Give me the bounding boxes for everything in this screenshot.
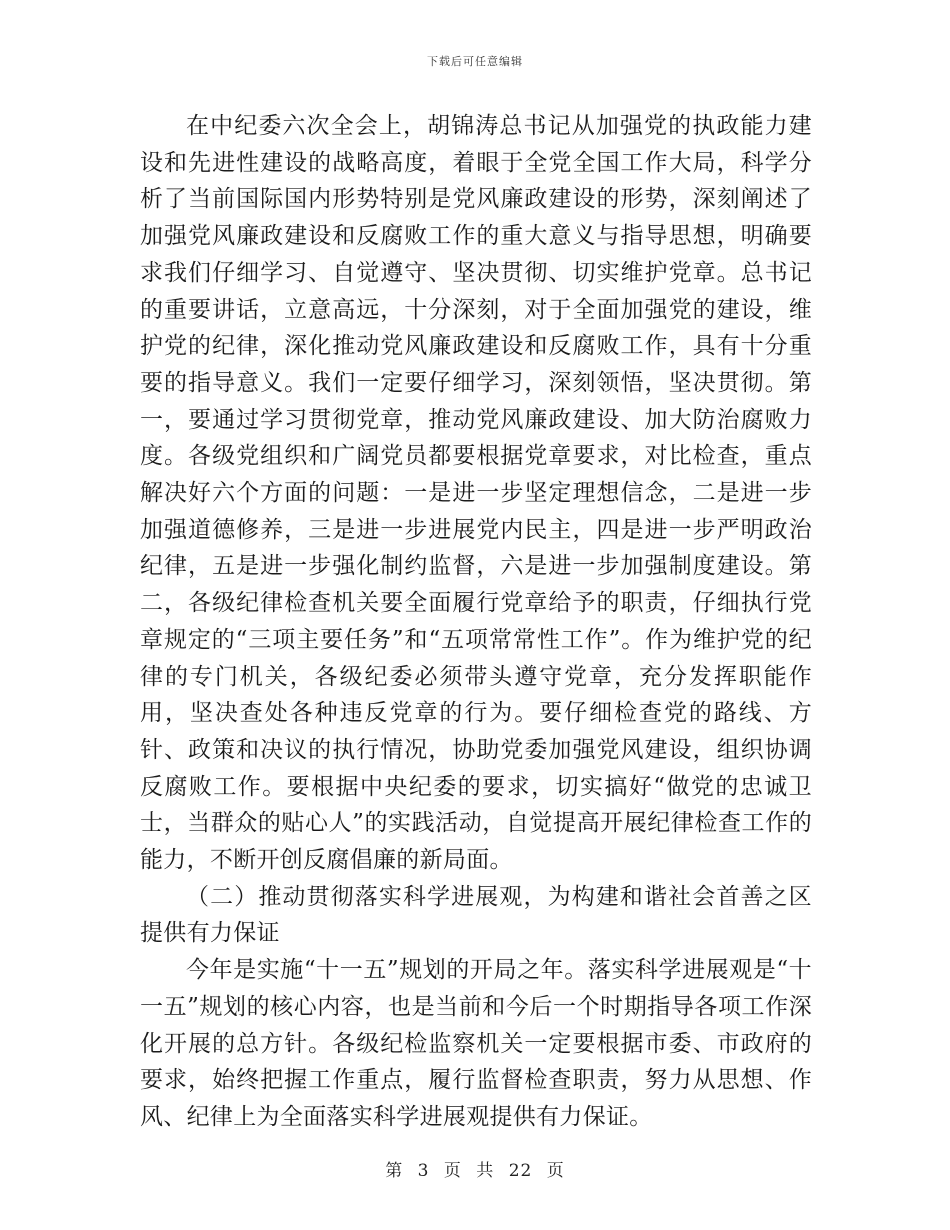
- footer-total-pages: 22: [508, 1161, 533, 1181]
- footer-current-page: 3: [417, 1161, 430, 1181]
- footer-prefix: 第: [385, 1161, 404, 1181]
- paragraph-1: 在中纪委六次全会上，胡锦涛总书记从加强党的执政能力建设和先进性建设的战略高度，着眼于全党全国工作大局，科学分析了当前国际国内形势特别是党风廉政建设的形势，深刻阐述了加强党风廉政建设和反腐败工作的重大意义与指导思想，明确要求我们仔细学习、自觉遵守、坚决贯彻、切实维护党章。总书记的重要讲话，立意高远，十分深刻，对于全面加强党的建设，维护党的纪律，深化推动党风廉政建设和反腐败工作，具有十分重要的指导意义。我们一定要仔细学习，深刻领悟，坚决贯彻。第一，要通过学习贯彻党章，推动党风廉政建设、加大防治腐败力度。各级党组织和广阔党员都要根据党章要求，对比检查，重点解决好六个方面的问题：一是进一步坚定理想信念，二是进一步加强道德修养，三是进一步进展党内民主，四是进一步严明政治纪律，五是进一步强化制约监督，六是进一步加强制度建设。第二，各级纪律检查机关要全面履行党章给予的职责，仔细执行党章规定的“三项主要任务”和“五项常常性工作”。作为维护党的纪律的专门机关，各级纪委必须带头遵守党章，充分发挥职能作用，坚决查处各种违反党章的行为。要仔细检查党的路线、方针、政策和决议的执行情况，协助党委加强党风建设，组织协调反腐败工作。要根据中央纪委的要求，切实搞好“做党的忠诚卫士，当群众的贴心人”的实践活动，自觉提高开展纪律检查工作的能力，不断开创反腐倡廉的新局面。: [140, 113, 812, 874]
- footer-suffix: 页: [546, 1161, 565, 1181]
- page-footer: [0, 1156, 950, 1181]
- footer-page-word: 页: [443, 1161, 462, 1181]
- section-heading: （二）推动贯彻落实科学进展观，为构建和谐社会首善之区提供有力保证: [140, 883, 812, 947]
- header-note: 下载后可任意编辑: [427, 55, 523, 68]
- footer-total-word: 共: [476, 1161, 495, 1181]
- document-body: [140, 108, 812, 1136]
- paragraph-2: 今年是实施“十一五”规划的开局之年。落实科学进展观是“十一五”规划的核心内容，也是当前和今后一个时期指导各项工作深化开展的总方针。各级纪检监察机关一定要根据市委、市政府的要求，始终把握工作重点，履行监督检查职责，努力从思想、作风、纪律上为全面落实科学进展观提供有力保证。: [140, 957, 812, 1130]
